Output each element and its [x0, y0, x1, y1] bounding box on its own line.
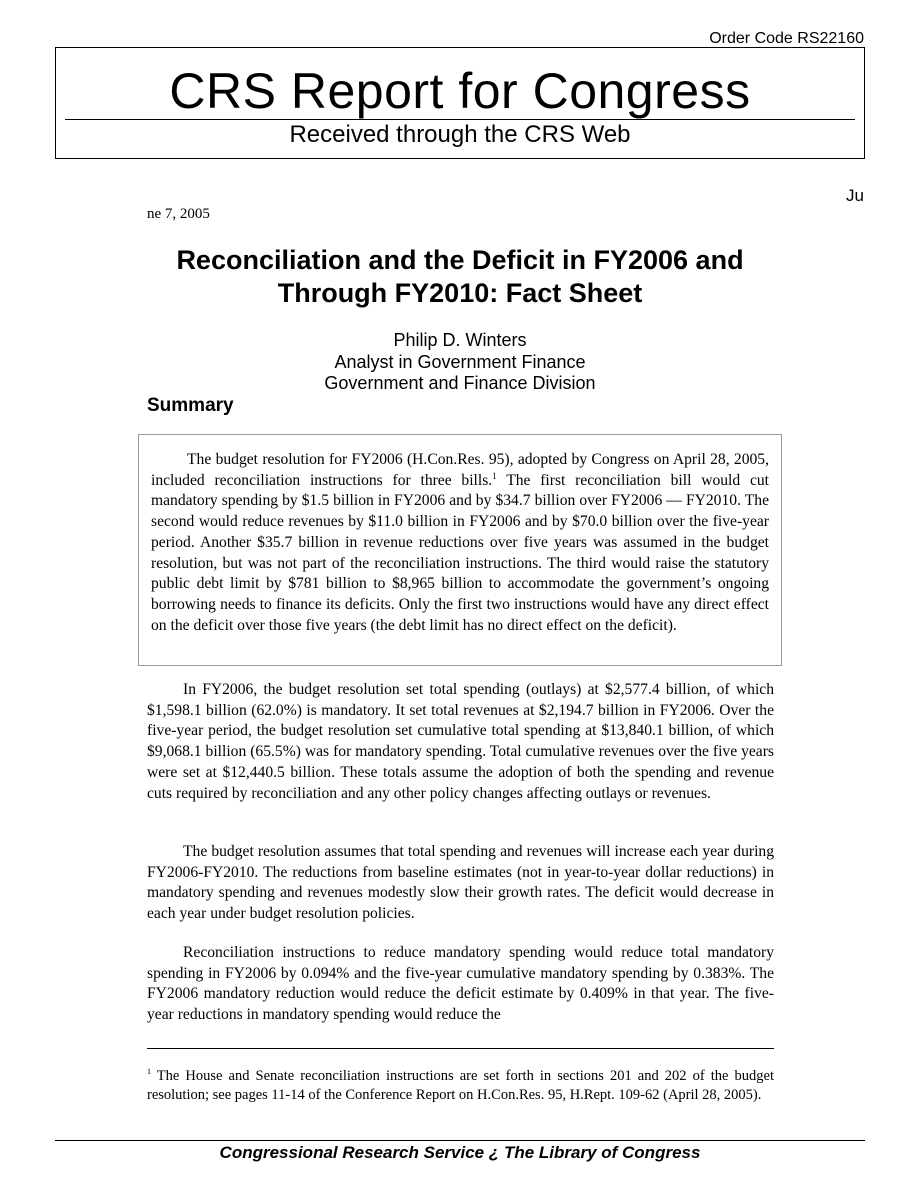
author-block	[0, 330, 920, 395]
author-name: Philip D. Winters	[393, 330, 527, 350]
footnote-text: The House and Senate reconciliation instructions are set forth in sections 201 and 202 of the budget resolution; see pages 11-14 of the Conference Report on H.Con.Res. 95, H.Rept. 109-62 (April 28, 2005).	[147, 1068, 774, 1103]
footnote-divider	[147, 1048, 774, 1049]
header-divider	[65, 119, 855, 120]
report-title: CRS Report for Congress	[169, 63, 751, 119]
date-fragment-end: ne 7, 2005	[147, 206, 210, 222]
order-code: Order Code RS22160	[709, 30, 864, 47]
date-fragment-start: Ju	[846, 186, 864, 205]
summary-text-end: The first reconciliation bill would cut mandatory spending by $1.5 billion in FY2006 and by $34.7 billion over FY2006 — FY2010. The second would reduce revenues by $11.0 billion in FY2006 and by $70.0 billion over the five-year period. Another $35.7 billion in revenue reductions over five years was assumed in the budget resolution, but was not part of the reconciliation instructions. The third would raise the statutory public debt limit by $781 billion to $8,965 billion to accommodate the government’s ongoing borrowing needs to finance its deficits. Only the first two instructions would have any direct effect on the deficit over those five years (the debt limit has no direct effect on the deficit).	[151, 471, 770, 634]
summary-text-start: The budget resolution for FY2006 (H.Con.Res. 95), adopted by Congress on April 28, 2005, included reconciliation instructions for three bills.	[151, 451, 769, 489]
body-paragraph-2: The budget resolution assumes that total spending and revenues will increase each year during FY2006-FY2010. The reductions from baseline estimates (not in year-to-year dollar reductions) in mandatory spending and revenues modestly slow their growth rates. The deficit would decrease in each year under budget resolution policies.	[147, 843, 774, 923]
summary-heading: Summary	[147, 395, 234, 416]
report-subtitle: Received through the CRS Web	[289, 121, 631, 148]
body-paragraph-1: In FY2006, the budget resolution set total spending (outlays) at $2,577.4 billion, of which $1,598.1 billion (62.0%) is mandatory. It set total revenues at $2,194.7 billion in FY2006. Over the five-year period, the budget resolution set cumulative total spending at $13,840.1 billion, of which $9,068.1 billion (65.5%) was for mandatory spending. Total cumulative revenues over the five years were set at $12,440.5 billion. These totals assume the adoption of both the spending and revenue cuts required by reconciliation and any other policy changes affecting outlays or revenues.	[147, 681, 774, 802]
summary-text	[151, 450, 769, 636]
author-division: Government and Finance Division	[324, 373, 596, 393]
body-paragraph-3: Reconciliation instructions to reduce mandatory spending would reduce total mandatory spending in FY2006 by 0.094% and the five-year cumulative mandatory spending by 0.383%. The FY2006 mandatory reduction would reduce the deficit estimate by 0.409% in that year. The five-year reductions in mandatory spending would reduce the	[147, 944, 774, 1024]
footnote-marker: 1	[147, 1067, 151, 1077]
footnote-reference: 1	[492, 470, 497, 481]
footer-divider	[55, 1140, 865, 1141]
footer-text: Congressional Research Service ¿ The Library of Congress	[219, 1143, 701, 1162]
author-role: Analyst in Government Finance	[334, 351, 586, 372]
document-title: Reconciliation and the Deficit in FY2006 and Through FY2010: Fact Sheet	[176, 245, 744, 308]
footnote	[147, 1067, 774, 1105]
